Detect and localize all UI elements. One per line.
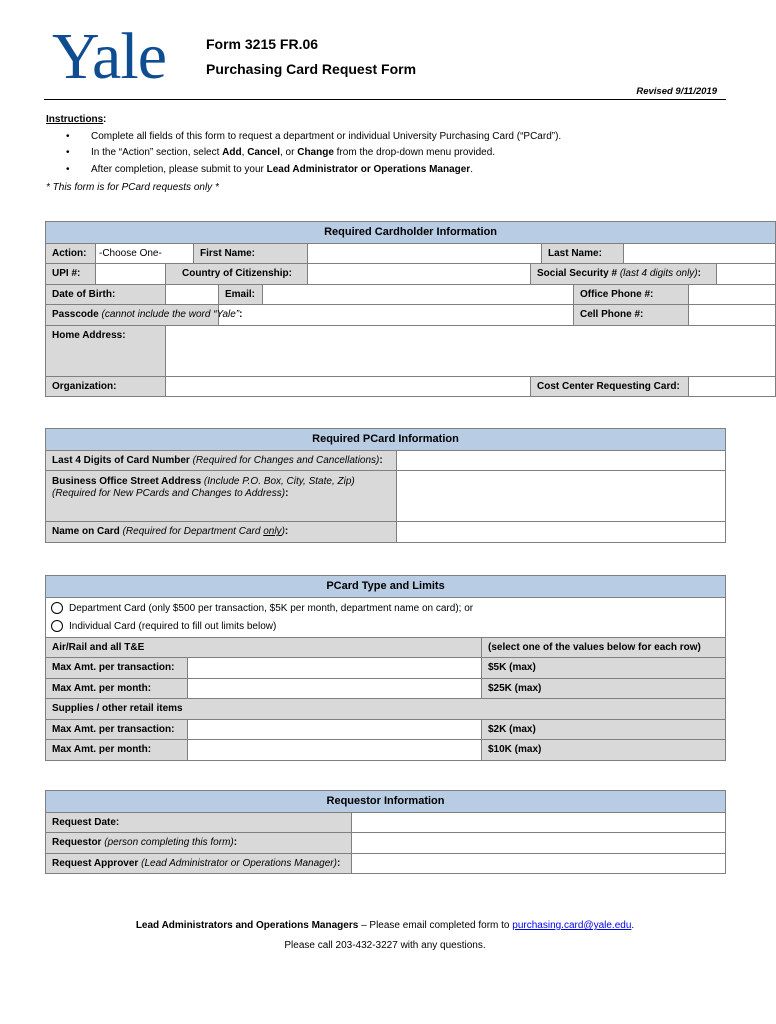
passcode-field[interactable] <box>219 305 574 326</box>
cost-center-field[interactable] <box>689 376 776 397</box>
requestor-field[interactable] <box>352 833 726 854</box>
business-address-label: Business Office Street Address (Include P.O. Box, City, State, Zip) (Required for New PCards and Changes to Address): <box>46 471 397 522</box>
instructions-heading: Instructions <box>46 114 104 125</box>
air-max-month-label: Max Amt. per month: <box>46 678 188 699</box>
supplies-max-month-field[interactable] <box>188 740 482 761</box>
air-max-txn-label: Max Amt. per transaction: <box>46 658 188 679</box>
supplies-max-month-value: $10K (max) <box>482 740 726 761</box>
requestor-label: Requestor (person completing this form): <box>46 833 352 854</box>
card-type-options <box>46 597 726 637</box>
instruction-item <box>66 128 561 145</box>
first-name-label: First Name: <box>194 243 308 264</box>
yale-logo: Yale <box>52 20 166 93</box>
name-on-card-label: Name on Card (Required for Department Card only): <box>46 522 397 543</box>
last-name-field[interactable] <box>624 243 776 264</box>
citizenship-label: Country of Citizenship: <box>166 264 308 285</box>
form-title: Purchasing Card Request Form <box>206 61 417 77</box>
bullet-icon: • <box>66 130 70 142</box>
email-field[interactable] <box>263 284 574 305</box>
last4-field[interactable] <box>397 450 726 471</box>
air-max-txn-value: $5K (max) <box>482 658 726 679</box>
form-number: Form 3215 FR.06 <box>206 36 319 52</box>
ssn-field[interactable] <box>717 264 776 285</box>
requestor-section <box>45 790 726 874</box>
cost-center-label: Cost Center Requesting Card: <box>531 376 689 397</box>
ssn-label: Social Security # (last 4 digits only): <box>531 264 717 285</box>
office-phone-field[interactable] <box>689 284 776 305</box>
cardholder-section <box>45 221 776 397</box>
radio-icon[interactable] <box>51 602 63 614</box>
email-label: Email: <box>219 284 263 305</box>
air-rail-label: Air/Rail and all T&E <box>46 637 482 658</box>
instructions-list <box>66 128 561 178</box>
passcode-label: Passcode (cannot include the word “Yale”: <box>46 305 219 326</box>
request-date-field[interactable] <box>352 812 726 833</box>
revised-date: Revised 9/11/2019 <box>636 86 717 97</box>
select-note: (select one of the values below for each row) <box>482 637 726 658</box>
home-address-label: Home Address: <box>46 325 166 376</box>
header-divider <box>44 99 726 100</box>
instruction-text: In the “Action” section, select Add, Cancel, or Change from the drop-down menu provided. <box>91 147 496 159</box>
limits-heading: PCard Type and Limits <box>46 576 726 598</box>
organization-label: Organization: <box>46 376 166 397</box>
footer-call-note: Please call 203-432-3227 with any questions. <box>284 940 486 951</box>
organization-field[interactable] <box>166 376 531 397</box>
individual-card-option[interactable]: Individual Card (required to fill out limits below) <box>52 618 719 636</box>
supplies-max-txn-value: $2K (max) <box>482 719 726 740</box>
cell-phone-field[interactable] <box>689 305 776 326</box>
cardholder-heading: Required Cardholder Information <box>46 222 776 244</box>
first-name-field[interactable] <box>308 243 542 264</box>
action-select[interactable]: -Choose One- <box>96 243 194 264</box>
upi-field[interactable] <box>96 264 166 285</box>
approver-field[interactable] <box>352 853 726 874</box>
action-label: Action: <box>46 243 96 264</box>
request-date-label: Request Date: <box>46 812 352 833</box>
instruction-text: After completion, please submit to your Lead Administrator or Operations Manager. <box>91 163 473 175</box>
supplies-max-txn-label: Max Amt. per transaction: <box>46 719 188 740</box>
air-max-txn-field[interactable] <box>188 658 482 679</box>
air-max-month-value: $25K (max) <box>482 678 726 699</box>
supplies-label: Supplies / other retail items <box>46 699 726 720</box>
air-max-month-field[interactable] <box>188 678 482 699</box>
bullet-icon: • <box>66 163 70 175</box>
instruction-item <box>66 161 561 178</box>
name-on-card-field[interactable] <box>397 522 726 543</box>
bullet-icon: • <box>66 147 70 159</box>
last4-label: Last 4 Digits of Card Number (Required for Changes and Cancellations): <box>46 450 397 471</box>
supplies-max-txn-field[interactable] <box>188 719 482 740</box>
limits-section <box>45 575 726 761</box>
pcard-section <box>45 428 726 543</box>
instruction-text: Complete all fields of this form to request a department or individual University Purchasing Card (“PCard”). <box>91 130 562 142</box>
footer-submit-note: Lead Administrators and Operations Managers – Please email completed form to purchasing.card@yale.edu. <box>135 920 635 931</box>
upi-label: UPI #: <box>46 264 96 285</box>
pcard-only-note: * This form is for PCard requests only * <box>46 182 219 193</box>
approver-label: Request Approver (Lead Administrator or Operations Manager): <box>46 853 352 874</box>
supplies-max-month-label: Max Amt. per month: <box>46 740 188 761</box>
radio-icon[interactable] <box>51 620 63 632</box>
instruction-item <box>66 145 561 162</box>
cell-phone-label: Cell Phone #: <box>574 305 689 326</box>
office-phone-label: Office Phone #: <box>574 284 689 305</box>
department-card-option[interactable]: Department Card (only $500 per transaction, $5K per month, department name on card); or <box>52 600 719 618</box>
dob-label: Date of Birth: <box>46 284 166 305</box>
requestor-heading: Requestor Information <box>46 791 726 813</box>
purchasing-email-link[interactable]: purchasing.card@yale.edu <box>512 920 632 931</box>
home-address-field[interactable] <box>166 325 776 376</box>
citizenship-field[interactable] <box>308 264 531 285</box>
dob-field[interactable] <box>166 284 219 305</box>
instructions-colon: : <box>103 114 107 125</box>
pcard-heading: Required PCard Information <box>46 429 726 451</box>
business-address-field[interactable] <box>397 471 726 522</box>
last-name-label: Last Name: <box>542 243 624 264</box>
